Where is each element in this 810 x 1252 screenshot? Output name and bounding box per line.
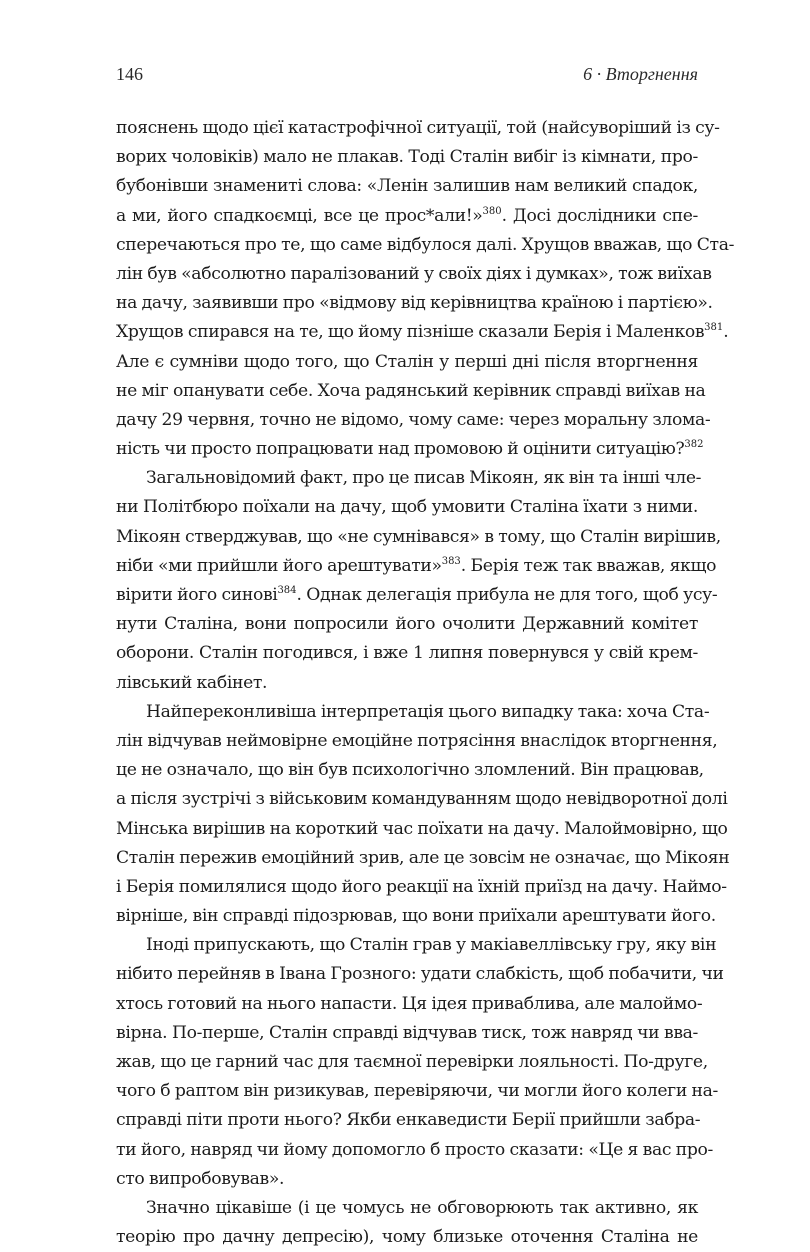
text-line: нібито перейняв в Івана Грозного: удати слабкість, щоб побачити, чи <box>116 964 724 985</box>
text-line: вірніше, він справді підозрював, що вони приїхали арештувати його. <box>116 906 716 927</box>
text-line: лін був «абсолютно паралізований у своїх діях і думках», тож виїхав <box>116 263 712 284</box>
footnote-ref: 380 <box>482 205 502 217</box>
text-line: нути Сталіна, вони попросили його очолити Державний комітет <box>116 614 698 635</box>
text-line <box>116 202 698 231</box>
text-line: пояснень щодо цієї катастрофічної ситуації, той (найсуворіший із су- <box>116 118 720 138</box>
footnote-ref: 382 <box>684 439 704 451</box>
text-line: теорію про дачну депресію), чому близьке оточення Сталіна не <box>116 1227 698 1248</box>
text-line: бубонівши знамениті слова: «Ленін залишив нам великий спадок, <box>116 176 698 197</box>
running-head <box>116 64 698 90</box>
text-line: жав, що це гарний час для таємної перевірки лояльності. По-друге, <box>116 1052 708 1072</box>
line-text: ність чи просто попрацювати над промовою й оцінити ситуацію? <box>116 439 685 460</box>
text-line: не міг опанувати себе. Хоча радянський керівник справді виїхав на <box>116 380 706 401</box>
text-line: ти його, навряд чи йому допомогло б просто сказати: «Це я вас про- <box>116 1139 713 1160</box>
footnote-ref: 384 <box>277 585 297 596</box>
text-line <box>116 552 717 581</box>
text-line: і Берія помилялися щодо його реакції на їхній приїзд на дачу. Наймо- <box>116 876 727 897</box>
text-line: хтось готовий на нього напасти. Ця ідея приваблива, але малоймо- <box>116 993 703 1014</box>
text-line: ни Політбюро поїхали на дачу, щоб умовити Сталіна їхати з ними. <box>116 497 698 518</box>
text-line: на дачу, заявивши про «відмову від керівництва країною і партією». <box>116 293 713 314</box>
text-line: ворих чоловіків) мало не плакав. Тоді Сталін вибіг із кімнати, про- <box>116 147 698 168</box>
line-text-after: . Досі дослідники спе- <box>501 205 698 226</box>
footnote-ref: 381 <box>704 322 724 334</box>
paragraph <box>116 464 721 698</box>
text-line: Але є сумніви щодо того, що Сталін у перші дні після вторгнення <box>116 351 698 372</box>
text-line: чого б раптом він ризикував, перевіряючи, чи могли його колеги на- <box>116 1081 718 1102</box>
paragraph <box>116 1194 698 1252</box>
body-text <box>116 114 735 1252</box>
text-line <box>116 318 729 347</box>
footnote-ref: 383 <box>441 555 461 567</box>
text-line: Мінська вирішив на короткий час поїхати на дачу. Малоймовірно, що <box>116 818 728 839</box>
text-line: Загальновідомий факт, про це писав Мікоян, як він та інші чле- <box>146 468 702 489</box>
paragraph <box>116 698 730 932</box>
line-text: вірити його синові <box>116 585 278 605</box>
paragraph <box>116 931 724 1194</box>
text-line: сперечаються про те, що саме відбулося далі. Хрущов вважав, що Ста- <box>116 234 735 255</box>
line-text-after: . Однак делегація прибула не для того, щоб усу- <box>296 585 718 605</box>
text-line: а після зустрічі з військовим командуванням щодо невідворотної долі <box>116 789 728 810</box>
text-line: Мікоян стверджував, що «не сумнівався» в тому, що Сталін вирішив, <box>116 526 721 547</box>
paragraph <box>116 114 735 464</box>
text-line: сто випробовував». <box>116 1168 285 1189</box>
text-line: Сталін пережив емоційний зрив, але це зовсім не означає, що Мікоян <box>116 847 730 868</box>
line-text: а ми, його спадкоємці, все це прос*али!» <box>116 205 483 226</box>
text-line: Найпереконливіша інтерпретація цього випадку така: хоча Ста- <box>146 701 710 722</box>
line-text: Хрущов спирався на те, що йому пізніше сказали Берія і Маленков <box>116 322 705 343</box>
line-text-after: . Берія теж так вважав, якщо <box>460 555 717 576</box>
text-line <box>116 435 704 464</box>
text-line: дачу 29 червня, точно не відомо, чому саме: через моральну злома- <box>116 409 711 430</box>
text-line: вірна. По-перше, Сталін справді відчував тиск, тож навряд чи вва- <box>116 1022 698 1043</box>
text-line: оборони. Сталін погодився, і вже 1 липня повернувся у свій крем- <box>116 643 698 664</box>
text-line: лівський кабінет. <box>116 672 268 693</box>
page-number: 146 <box>116 64 143 84</box>
text-line: це не означало, що він був психологічно зломлений. Він працював, <box>116 760 704 781</box>
line-text: ніби «ми прийшли його арештувати» <box>116 555 442 576</box>
text-line: лін відчував неймовірне емоційне потрясіння внаслідок вторгнення, <box>116 730 718 751</box>
text-line <box>116 581 718 610</box>
text-line: справді піти проти нього? Якби енкаведисти Берії прийшли забра- <box>116 1110 701 1131</box>
text-line: Значно цікавіше (і це чомусь не обговорюють так активно, як <box>146 1197 698 1218</box>
line-text-after: . <box>723 322 729 343</box>
chapter-title: 6 · Вторгнення <box>583 64 698 84</box>
text-line: Іноді припускають, що Сталін грав у макіавеллівську гру, яку він <box>146 935 717 956</box>
